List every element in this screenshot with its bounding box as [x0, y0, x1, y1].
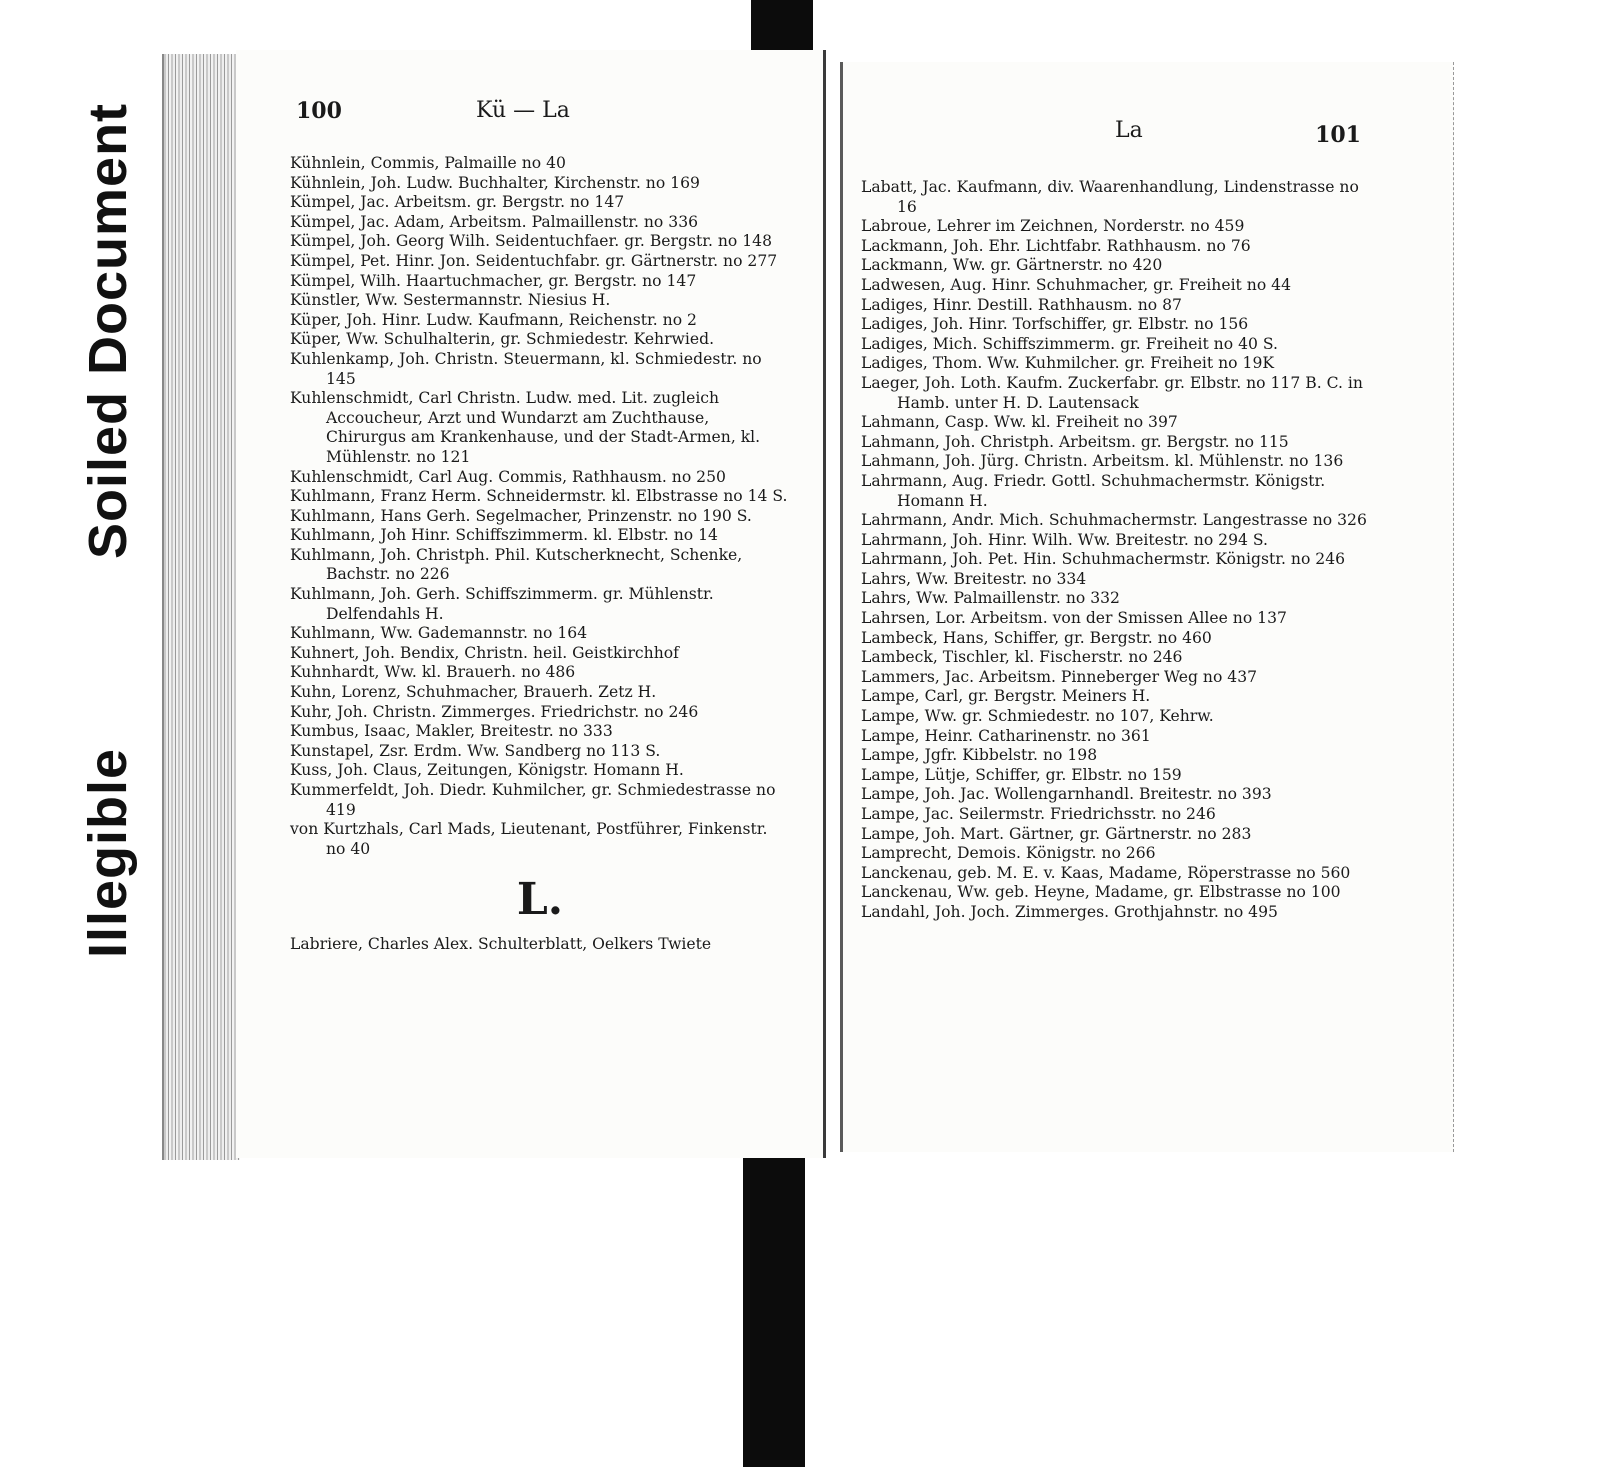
directory-entry: Kumbus, Isaac, Makler, Breitestr. no 333: [290, 722, 613, 741]
directory-entry: Labatt, Jac. Kaufmann, div. Waarenhandlung, Lindenstrasse no 16: [861, 178, 1359, 216]
directory-entry: Lackmann, Ww. gr. Gärtnerstr. no 420: [861, 256, 1163, 275]
directory-entry: Kuhlmann, Hans Gerh. Segelmacher, Prinzenstr. no 190 S.: [290, 506, 752, 525]
directory-entry: Lampe, Joh. Jac. Wollengarnhandl. Breitestr. no 393: [861, 785, 1272, 804]
directory-entry: Lambeck, Tischler, kl. Fischerstr. no 246: [861, 648, 1183, 667]
directory-entry: Lahrsen, Lor. Arbeitsm. von der Smissen Allee no 137: [861, 609, 1287, 628]
directory-entry: Kuss, Joh. Claus, Zeitungen, Königstr. Homann H.: [290, 761, 684, 780]
directory-entry: Lackmann, Joh. Ehr. Lichtfabr. Rathhausm. no 76: [861, 236, 1251, 255]
directory-entry: Lamprecht, Demois. Königstr. no 266: [861, 844, 1156, 863]
directory-entry: Kümpel, Jac. Arbeitsm. gr. Bergstr. no 147: [290, 193, 625, 212]
directory-entry: Küper, Ww. Schulhalterin, gr. Schmiedestr. Kehrwied.: [290, 330, 715, 349]
directory-entry: Lahrmann, Andr. Mich. Schuhmachermstr. Langestrasse no 326: [861, 511, 1367, 530]
directory-entry: Kuhlenschmidt, Carl Aug. Commis, Rathhausm. no 250: [290, 467, 726, 486]
directory-entry: Ladiges, Joh. Hinr. Torfschiffer, gr. Elbstr. no 156: [861, 315, 1249, 334]
right-page-header: [843, 110, 1453, 148]
directory-entry: Lahrmann, Joh. Pet. Hin. Schuhmachermstr. Königstr. no 246: [861, 550, 1346, 569]
directory-entry: Kunstapel, Zsr. Erdm. Ww. Sandberg no 113 S.: [290, 741, 661, 760]
directory-entry: Ladiges, Hinr. Destill. Rathhausm. no 87: [861, 295, 1182, 314]
directory-entry: Kümpel, Jac. Adam, Arbeitsm. Palmaillenstr. no 336: [290, 212, 699, 231]
directory-entry: Labroue, Lehrer im Zeichnen, Norderstr. no 459: [861, 217, 1245, 236]
directory-entry: Ladiges, Mich. Schiffszimmerm. gr. Freiheit no 40 S.: [861, 334, 1278, 353]
book-spine-bottom: [743, 1153, 805, 1467]
directory-entry: Kuhnert, Joh. Bendix, Christn. heil. Geistkirchhof: [290, 643, 679, 662]
directory-entry: Lahrs, Ww. Palmaillenstr. no 332: [861, 589, 1120, 608]
left-page-header: [236, 98, 823, 130]
left-page: [236, 50, 826, 1158]
directory-entry: Lahmann, Joh. Christph. Arbeitsm. gr. Bergstr. no 115: [861, 432, 1289, 451]
directory-entry: Kummerfeldt, Joh. Diedr. Kuhmilcher, gr. Schmiedestrasse no 419: [290, 781, 776, 819]
directory-entry: Kuhlmann, Franz Herm. Schneidermstr. kl. Elbstrasse no 14 S.: [290, 487, 788, 506]
directory-entry: Lahrs, Ww. Breitestr. no 334: [861, 569, 1087, 588]
directory-entry: Lammers, Jac. Arbeitsm. Pinneberger Weg no 437: [861, 667, 1258, 686]
right-running-head: La: [1115, 118, 1143, 143]
directory-entry: Kümpel, Wilh. Haartuchmacher, gr. Bergstr. no 147: [290, 271, 697, 290]
section-letter-heading: L.: [516, 874, 564, 926]
directory-entry: Kümpel, Joh. Georg Wilh. Seidentuchfaer. gr. Bergstr. no 148: [290, 232, 773, 251]
directory-entry: Landahl, Joh. Joch. Zimmerges. Grothjahnstr. no 495: [861, 902, 1278, 921]
directory-entry: Lahmann, Casp. Ww. kl. Freiheit no 397: [861, 413, 1178, 432]
directory-entry: Küper, Joh. Hinr. Ludw. Kaufmann, Reichenstr. no 2: [290, 310, 697, 329]
directory-entry: Kuhr, Joh. Christn. Zimmerges. Friedrichstr. no 246: [290, 702, 699, 721]
soiled-document-label: Soiled Document: [78, 102, 138, 560]
directory-entry: Lanckenau, geb. M. E. v. Kaas, Madame, Röperstrasse no 560: [861, 863, 1351, 882]
directory-entry: Lampe, Ww. gr. Schmiedestr. no 107, Kehrw.: [861, 707, 1214, 726]
directory-entry: Kuhlmann, Joh. Gerh. Schiffszimmerm. gr. Mühlenstr. Delfendahls H.: [290, 585, 714, 623]
illegible-label: Illegible: [78, 747, 138, 959]
directory-entry: Künstler, Ww. Sestermannstr. Niesius H.: [290, 291, 611, 310]
right-page: [840, 62, 1454, 1152]
directory-entry: Lampe, Jgfr. Kibbelstr. no 198: [861, 746, 1098, 765]
directory-entry: Lampe, Jac. Seilermstr. Friedrichsstr. no 246: [861, 805, 1216, 823]
directory-entry: Kühnlein, Joh. Ludw. Buchhalter, Kirchenstr. no 169: [290, 173, 700, 192]
directory-entry: Kuhnhardt, Ww. kl. Brauerh. no 486: [290, 663, 576, 682]
directory-entry: Lahrmann, Aug. Friedr. Gottl. Schuhmachermstr. Königstr. Homann H.: [861, 471, 1326, 510]
directory-entry: Lampe, Heinr. Catharinenstr. no 361: [861, 726, 1151, 745]
directory-entry: Ladwesen, Aug. Hinr. Schuhmacher, gr. Freiheit no 44: [861, 275, 1292, 294]
page-edges: [162, 54, 240, 1160]
right-page-number: 101: [1315, 122, 1361, 148]
left-page-number: 100: [296, 98, 342, 124]
left-entry-list: [290, 154, 790, 955]
directory-entry: Kuhlmann, Joh Hinr. Schiffszimmerm. kl. Elbstr. no 14: [290, 526, 718, 545]
directory-entry: Kuhn, Lorenz, Schuhmacher, Brauerh. Zetz H.: [290, 683, 657, 702]
directory-entry: Ladiges, Thom. Ww. Kuhmilcher. gr. Freiheit no 19K: [861, 354, 1275, 373]
directory-entry: Lampe, Lütje, Schiffer, gr. Elbstr. no 159: [861, 765, 1182, 784]
directory-entry: Kuhlenkamp, Joh. Christn. Steuermann, kl. Schmiedestr. no 145: [290, 349, 762, 388]
directory-entry: Kuhlmann, Ww. Gademannstr. no 164: [290, 624, 588, 643]
directory-entry: von Kurtzhals, Carl Mads, Lieutenant, Postführer, Finkenstr. no 40: [290, 820, 768, 858]
directory-entry: Lahrmann, Joh. Hinr. Wilh. Ww. Breitestr. no 294 S.: [861, 530, 1268, 549]
directory-entry: Lambeck, Hans, Schiffer, gr. Bergstr. no 460: [861, 628, 1212, 647]
directory-entry: Labriere, Charles Alex. Schulterblatt, Oelkers Twiete: [290, 935, 712, 954]
directory-entry: Kuhlmann, Joh. Christph. Phil. Kutscherknecht, Schenke, Bachstr. no 226: [290, 545, 743, 584]
left-running-head: Kü — La: [476, 98, 570, 123]
directory-entry: Lahmann, Joh. Jürg. Christn. Arbeitsm. kl. Mühlenstr. no 136: [861, 452, 1344, 471]
directory-entry: Lanckenau, Ww. geb. Heyne, Madame, gr. Elbstrasse no 100: [861, 883, 1341, 902]
directory-entry: Kuhlenschmidt, Carl Christn. Ludw. med. Lit. zugleich Accoucheur, Arzt und Wundarzt am Zuchthause, Chirurgus am Krankenhause, und der Stadt-Armen, kl. Mühlenstr. no 121: [290, 389, 761, 466]
directory-entry: Kühnlein, Commis, Palmaille no 40: [290, 154, 566, 172]
directory-entry: Kümpel, Pet. Hinr. Jon. Seidentuchfabr. gr. Gärtnerstr. no 277: [290, 251, 778, 270]
directory-entry: Lampe, Carl, gr. Bergstr. Meiners H.: [861, 687, 1151, 706]
right-entry-list: [861, 178, 1371, 923]
directory-entry: Laeger, Joh. Loth. Kaufm. Zuckerfabr. gr. Elbstr. no 117 B. C. in Hamb. unter H. D. Lautensack: [861, 373, 1363, 412]
directory-entry: Lampe, Joh. Mart. Gärtner, gr. Gärtnerstr. no 283: [861, 824, 1252, 843]
